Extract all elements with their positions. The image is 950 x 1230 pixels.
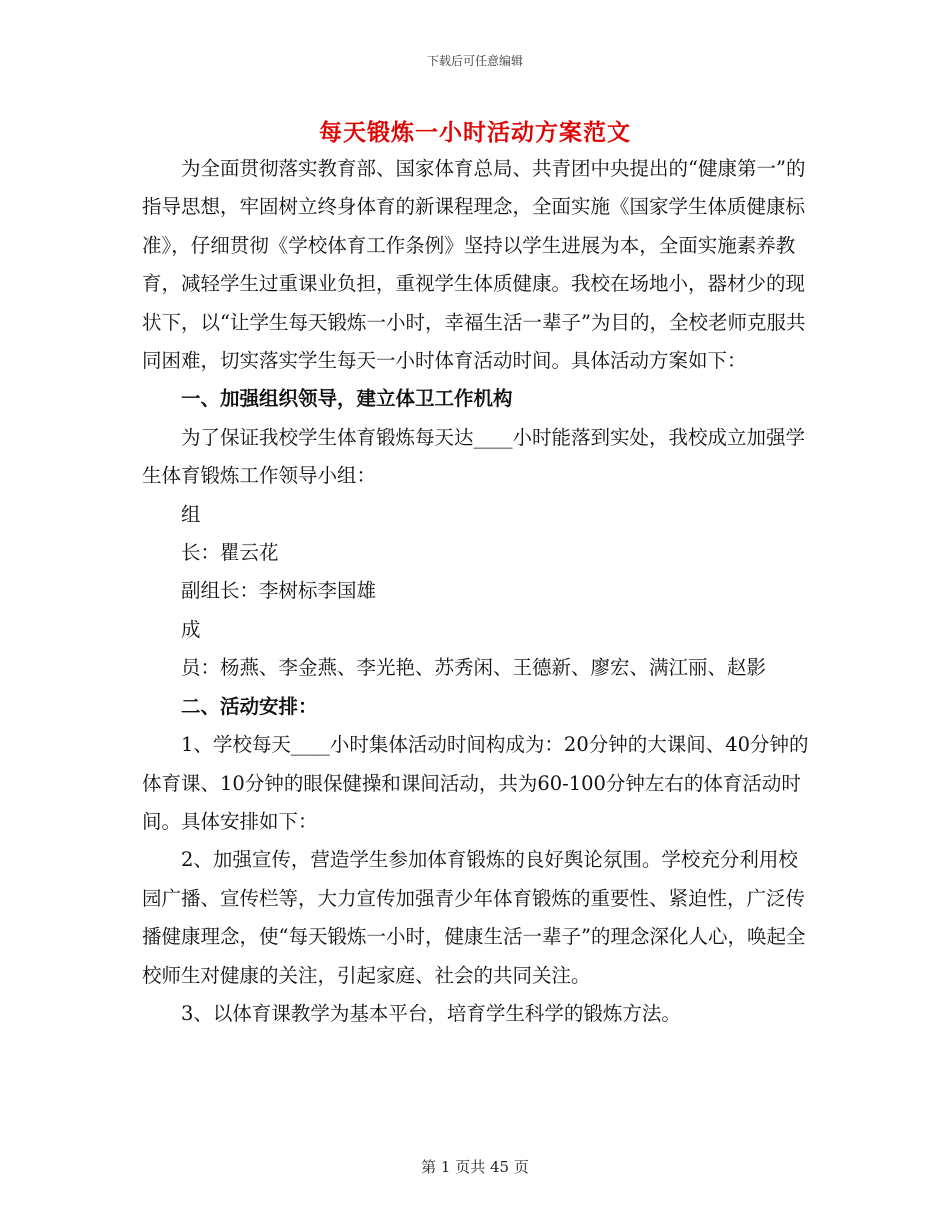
- paragraph-item-2: 2、加强宣传，营造学生参加体育锻炼的良好舆论氛围。学校充分利用校园广播、宣传栏等，大力宣传加强青少年体育锻炼的重要性、紧迫性，广泛传播健康理念，使“每天锻炼一小时，健康生活一辈子”的理念深化人心，唤起全校师生对健康的关注，引起家庭、社会的共同关注。: [142, 848, 806, 987]
- paragraph-item-1: 1、学校每天____小时集体活动时间构成为：20分钟的大课间、40分钟的体育课、10分钟的眼保健操和课间活动，共为60-100分钟左右的体育活动时间。具体安排如下：: [142, 733, 809, 833]
- intro-paragraph: 为全面贯彻落实教育部、国家体育总局、共青团中央提出的“健康第一”的指导思想，牢固树立终身体育的新课程理念，全面实施《国家学生体质健康标准》，仔细贯彻《学校体育工作条例》坚持以学生进展为本，全面实施素养教育，减轻学生过重课业负担，重视学生体质健康。我校在场地小，器材少的现状下，以“让学生每天锻炼一小时，幸福生活一辈子”为目的，全校老师克服共同困难，切实落实学生每天一小时体育活动时间。具体活动方案如下：: [142, 157, 806, 373]
- list-item: 长：瞿云花: [181, 541, 279, 565]
- paragraph-leadership: 为了保证我校学生体育锻炼每天达____小时能落到实处，我校成立加强学生体育锻炼工作领导小组：: [142, 425, 806, 488]
- section-heading-2: 二、活动安排：: [181, 694, 318, 718]
- list-item: 员：杨燕、李金燕、李光艳、苏秀闲、王德新、廖宏、满江丽、赵影: [181, 656, 767, 680]
- list-item: 副组长：李树标李国雄: [181, 579, 377, 603]
- section-heading-1: 一、加强组织领导，建立体卫工作机构: [181, 387, 513, 411]
- document-body: [142, 150, 810, 1033]
- list-item: 成: [181, 617, 201, 641]
- page-header-note: 下载后可任意编辑: [426, 54, 523, 68]
- page-footer: 第 1 页共 45 页: [421, 1158, 529, 1176]
- paragraph-item-3: 3、以体育课教学为基本平台，培育学生科学的锻炼方法。: [181, 1001, 681, 1025]
- list-item: 组: [181, 502, 201, 526]
- document-title: 每天锻炼一小时活动方案范文: [319, 119, 631, 146]
